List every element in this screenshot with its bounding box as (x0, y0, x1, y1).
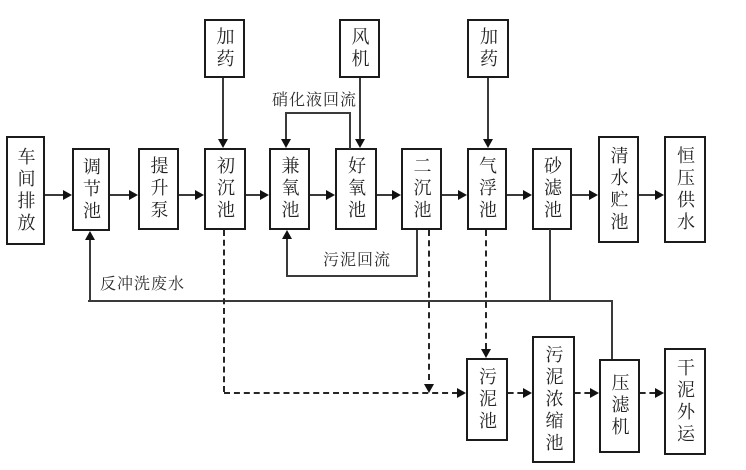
node-dosing-right: 加药 (467, 19, 509, 78)
node-constant-pressure-water-supply: 恒压供水 (664, 136, 706, 243)
edge-backwash-arrowhead (85, 231, 95, 240)
edge-sludge-return-horizontal (286, 275, 418, 277)
edge-airflotation-to-sandfilter-line (507, 194, 523, 196)
edge-airflotation-to-sandfilter-arrowhead (523, 190, 532, 200)
edge-secondary-to-airflotation-line (442, 194, 458, 196)
node-lift-pump: 提升泵 (138, 148, 179, 230)
edge-secondary-sludge-arrowhead (424, 384, 434, 393)
edge-nitrified-return-horizontal (285, 112, 351, 114)
node-dosing-left: 加药 (204, 19, 245, 78)
edge-cleanwater-to-supply-arrowhead (655, 190, 664, 200)
edge-facultative-to-aerobic-line (310, 194, 326, 196)
edge-sludgetank-to-thickener-arrowhead (523, 388, 532, 398)
node-sludge-tank: 污泥池 (466, 358, 508, 441)
edge-blower-line (359, 78, 361, 139)
edge-regulation-to-pump-line (110, 194, 129, 196)
edge-aerobic-to-secondary-line (377, 194, 392, 196)
edge-dosing-left-arrowhead (218, 139, 228, 148)
edge-workshop-to-regulation-arrowhead (63, 190, 72, 200)
edge-dosing-right-arrowhead (483, 139, 493, 148)
edge-sandfilter-to-cleanwater-line (572, 194, 589, 196)
edge-blower-arrowhead (355, 139, 365, 148)
node-sludge-thickening-tank: 污泥浓缩池 (532, 336, 575, 463)
label-sludge-return: 污泥回流 (323, 252, 392, 269)
edge-dosing-right-line (487, 78, 489, 139)
edge-primary-to-facultative-arrowhead (260, 190, 269, 200)
edge-airflotation-sludge-arrowhead (481, 349, 491, 358)
edge-sludge-return-drop (416, 230, 418, 277)
edge-aerobic-to-secondary-arrowhead (392, 190, 401, 200)
edge-sludge-return-arrowhead (282, 230, 292, 239)
node-air-flotation-tank: 气浮池 (467, 148, 507, 230)
edge-sandfilter-to-cleanwater-arrowhead (589, 190, 598, 200)
edge-primary-sludge-drop-dashed (223, 230, 225, 392)
edge-primary-to-facultative-line (246, 194, 260, 196)
node-regulation-tank: 调节池 (72, 148, 110, 231)
edge-workshop-to-regulation-line (45, 194, 63, 196)
edge-regulation-to-pump-arrowhead (129, 190, 138, 200)
edge-pump-to-primary-arrowhead (195, 190, 204, 200)
edge-filterpress-return-drop (611, 300, 613, 359)
node-secondary-sedimentation-tank: 二沉池 (401, 148, 442, 230)
edge-sludge-to-sludgetank-arrowhead (457, 388, 466, 398)
edge-thickener-to-filterpress-arrowhead (590, 388, 599, 398)
node-blower: 风机 (339, 19, 380, 78)
edge-sludge-return-riser (286, 239, 288, 276)
label-backwash-wastewater: 反冲洗废水 (100, 276, 186, 293)
edge-secondary-sludge-drop-dashed (428, 230, 430, 380)
edge-secondary-to-airflotation-arrowhead (458, 190, 467, 200)
edge-airflotation-sludge-drop-dashed (485, 230, 487, 349)
edge-filterpress-to-transport-arrowhead (655, 388, 664, 398)
edge-backwash-riser (89, 240, 91, 301)
edge-dosing-left-line (222, 78, 224, 139)
edge-sludgetank-to-thickener-dashed (508, 392, 523, 394)
edge-nitrified-return-arrowhead (281, 139, 291, 148)
node-primary-sedimentation-tank: 初沉池 (204, 148, 246, 230)
edge-filterpress-to-transport-dashed (640, 392, 655, 394)
edge-cleanwater-to-supply-line (639, 194, 655, 196)
edge-backwash-horizontal (88, 300, 613, 302)
edge-nitrified-return-riser (349, 112, 351, 149)
node-sand-filter-tank: 砂滤池 (532, 148, 572, 230)
label-nitrified-liquid-return: 硝化液回流 (272, 92, 358, 109)
node-clean-water-storage-tank: 清水贮池 (598, 136, 639, 243)
edge-nitrified-return-drop (285, 112, 287, 139)
edge-pump-to-primary-line (179, 194, 195, 196)
node-filter-press: 压滤机 (599, 359, 640, 453)
node-workshop-discharge: 车间排放 (6, 136, 45, 245)
edge-sludge-horizontal-dashed (224, 392, 458, 394)
edge-facultative-to-aerobic-arrowhead (326, 190, 335, 200)
node-dry-sludge-transport: 干泥外运 (664, 348, 706, 455)
edge-backwash-sandfilter-drop (549, 229, 551, 302)
node-facultative-tank: 兼氧池 (269, 148, 310, 230)
node-aerobic-tank: 好氧池 (335, 148, 377, 230)
edge-thickener-to-filterpress-dashed (575, 392, 590, 394)
